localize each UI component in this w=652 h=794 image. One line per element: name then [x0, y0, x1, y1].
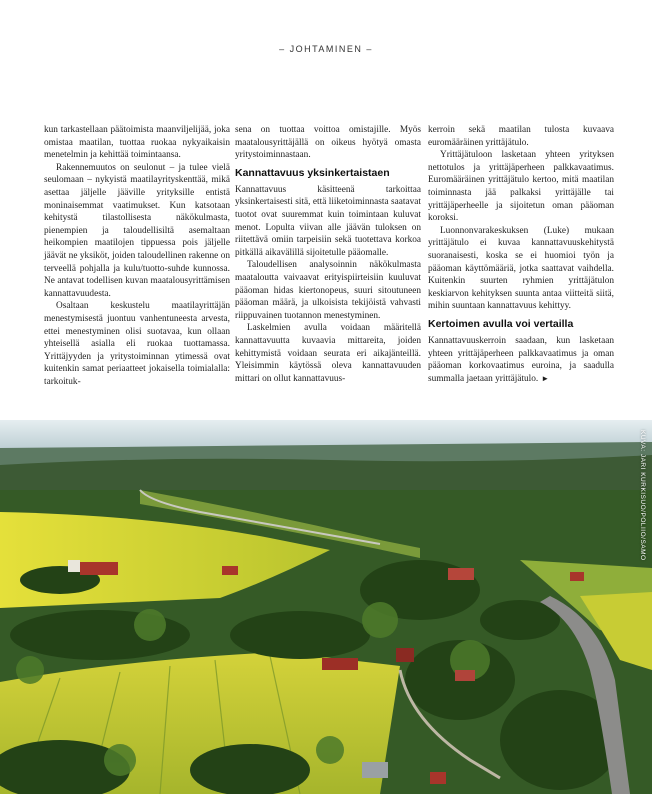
body-paragraph: Laskelmien avulla voidaan määritellä kannattavuutta kuvaavia mittareita, joiden kehittymistä voidaan seurata eri aikajänteillä. Yleisimmin käytössä oleva kannattavuuden mittari on ollut kannattavuus-: [235, 323, 421, 384]
body-paragraph: Luonnonvarakeskuksen (Luke) mukaan yrittäjätulo ei kuvaa kannattavuuskehitystä suoranaisesti, koska se ei huomioi työn ja pääoman käyttömääriä, jotka saattavat vaihdella. Kuitenkin suurten ryhmien yrittäjätulon keskiarvon kehityksen suunta antaa viitteitä siitä, mihin suuntaan kannattavuus kehittyy.: [428, 225, 614, 312]
body-paragraph: kun tarkastellaan päätoimista maanviljelijää, joka omistaa maatilan, tuottaa ruokaa nykyaikaisin menetelmin ja kehittää toimintaansa.: [44, 125, 230, 161]
photo-credit: KUVA: JARI KURKISUO/POLIIO/SAMO: [639, 430, 646, 561]
landscape-photo: [0, 420, 652, 794]
end-mark-icon: ►: [541, 373, 550, 383]
section-heading: Kertoimen avulla voi vertailla: [428, 317, 574, 330]
body-paragraph: Kannattavuus käsitteenä tarkoittaa yksinkertaisesti sitä, että liiketoiminnasta saatavat tuotot ovat suuremmat kuin toimintaan kuluvat menot. Lopulta viivan alle jäävän tuloksen on riitettävä omiin tarpeisiin sekä tuotettava korkoa pitkällä aikavälillä sijoitetulle pääomalle.: [235, 184, 421, 258]
text-column-2: [235, 124, 421, 385]
landscape-illustration: [0, 420, 652, 794]
body-paragraph: Rakennemuutos on seulonut – ja tulee vielä seulomaan – nykyistä maatilayrityskenttää, mikä asettaa jäljelle jääville yrityksille entistä moninaisemmat vaatimukset. Kun katsotaan kehitystä tilastollisesta näkökulmasta, pienempien ja taloudellisiltä asemaltaan heikompien maatilojen tippuessa pois jäljelle jäävät ne yksiköt, joiden taloudellinen rakenne on terveellä pohjalla ja kulu/tuotto-suhde kunnossa. Ne antavat todellisen kuvan maatalousyrittämisen kannattavuudesta.: [44, 162, 230, 299]
body-paragraph: Taloudellisen analysoinnin näkökulmasta maataloutta vaivaavat erityispiirteisiin kuuluvat pääoman hidas kiertonopeus, suuri sitoutuneen pääoman määrä, ja ulkoisista tekijöistä vahvasti riippuvainen tuotannon menestyminen.: [235, 260, 421, 321]
body-paragraph: Kannattavuuskerroin saadaan, kun lasketaan yhteen yrittäjäperheen palkkavaatimus ja oman pääoman korkovaatimus euroina, ja saadulla summalla jaetaan yrittäjätulo. ►: [428, 335, 614, 384]
text-column-3: [428, 124, 614, 385]
section-heading: Kannattavuus yksinkertaistaen: [235, 166, 390, 179]
text-column-1: [44, 124, 230, 388]
body-paragraph: kerroin sekä maatilan tulosta kuvaava euromääräinen yrittäjätulo.: [428, 125, 614, 148]
body-paragraph: Yrittäjätuloon lasketaan yhteen yrityksen nettotulos ja yrittäjäperheen palkkavaatimus. Euromääräinen yrittäjätulo kertoo, mitä maatilan toiminnasta jää palkaksi yrittäjälle tai yrittäjäperheelle ja sijoitetun oman pääoman koroksi.: [428, 150, 614, 224]
section-header: – JOHTAMINEN –: [279, 44, 373, 54]
body-paragraph: sena on tuottaa voittoa omistajille. Myös maatalousyrittäjällä on oikeus hyötyä omasta yritystoiminnastaan.: [235, 125, 421, 161]
body-paragraph: Osaltaan keskustelu maatilayrittäjän menestymisestä juontuu vanhentuneesta arvesta, ettei menestyminen olisi suotavaa, kun ollaan yhteisellä asialla eli ruokaa tuottamassa. Yrittäjyyden ja yritystoiminnan ytimessä ovat kuitenkin samat periaatteet jokaisella toimialalla: tarkoituk-: [44, 301, 230, 387]
